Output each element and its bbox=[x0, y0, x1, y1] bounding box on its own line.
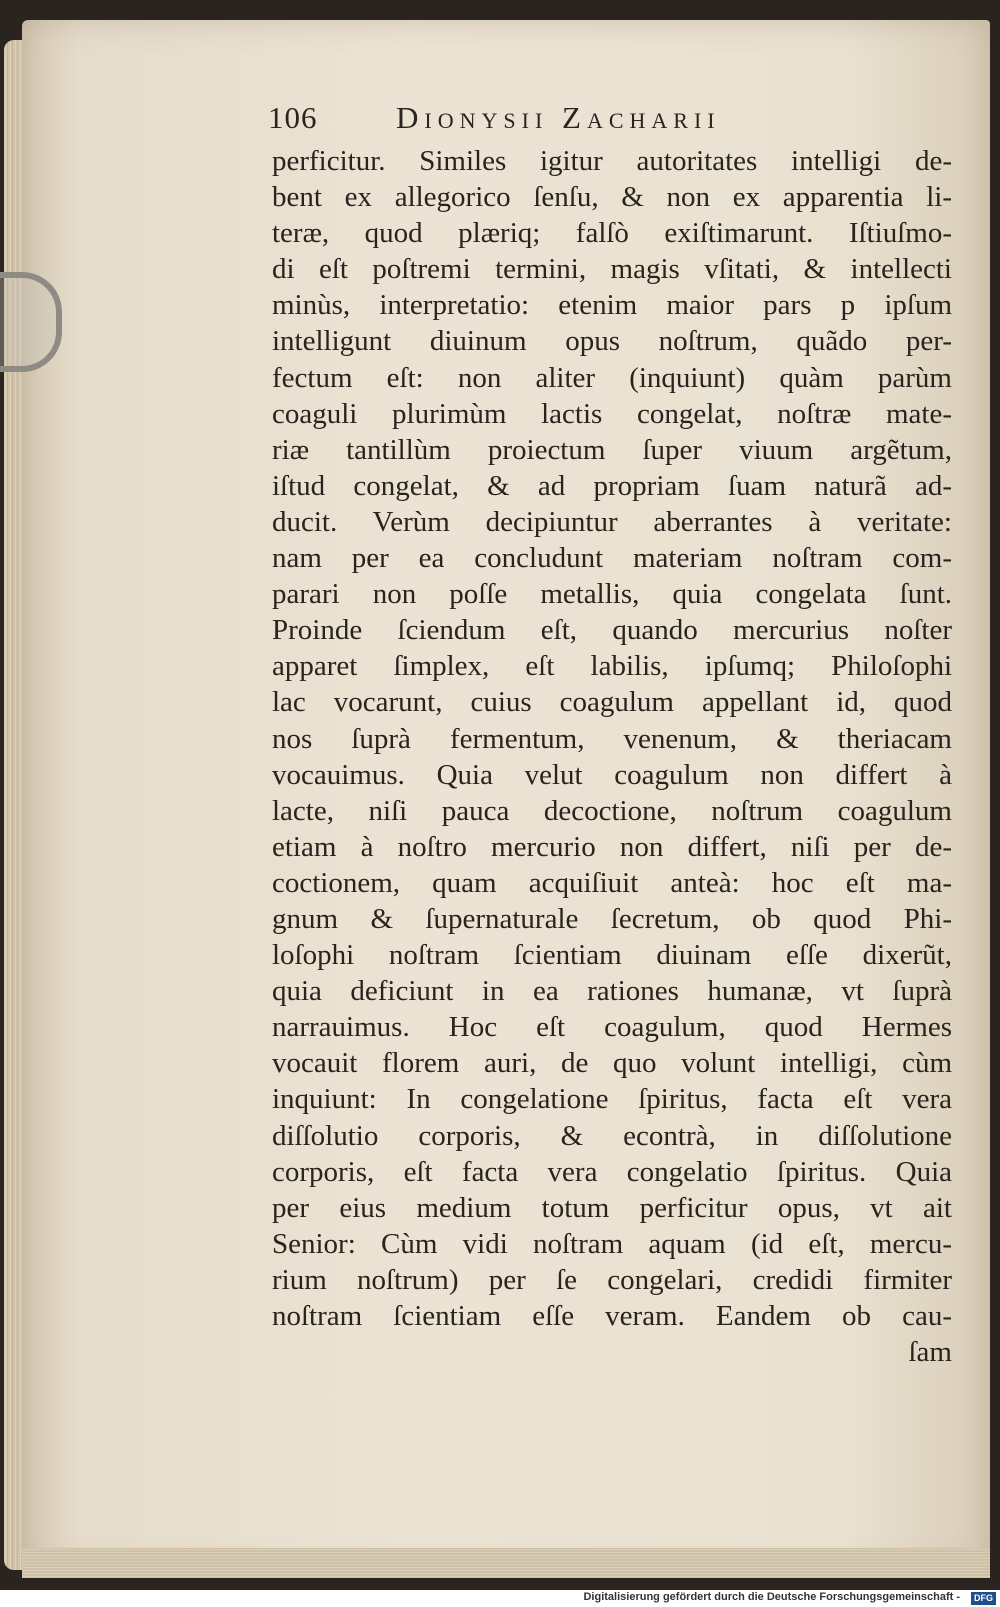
text-line: perficitur. Similes igitur autoritates intelligi de- bbox=[272, 145, 952, 177]
text-line: narrauimus. Hoc eſt coagulum, quod Hermes bbox=[272, 1011, 952, 1044]
text-line: bent ex allegorico ſenſu, & non ex apparentia li- bbox=[272, 181, 952, 214]
page-number: 106 bbox=[268, 100, 318, 135]
text-line: gnum & ſupernaturale ſecretum, ob quod Phi- bbox=[272, 902, 952, 935]
book-clasp-icon bbox=[0, 272, 62, 372]
text-line: inquiunt: In congelatione ſpiritus, facta eſt vera bbox=[272, 1083, 952, 1116]
text-line: intelligunt diuinum opus noſtrum, quãdo per- bbox=[272, 325, 952, 358]
text-line: coctionem, quam acquiſiuit anteà: hoc eſt ma- bbox=[272, 866, 952, 899]
text-line: noſtram ſcientiam eſſe veram. Eandem ob cau- bbox=[272, 1300, 952, 1332]
digitization-footer bbox=[0, 1590, 1000, 1607]
text-line: teræ, quod plæriq; falſò exiſtimarunt. Iſtiuſmo- bbox=[272, 217, 952, 250]
text-line: vocauimus. Quia velut coagulum non differt à bbox=[272, 758, 952, 791]
running-head: Dionysii Zacharii bbox=[396, 100, 721, 135]
text-line: nos ſuprà fermentum, venenum, & theriacam bbox=[272, 722, 952, 755]
funding-credit: Digitalisierung gefördert durch die Deutsche Forschungsgemeinschaft - bbox=[583, 1591, 960, 1603]
text-line: minùs, interpretatio: etenim maior pars p ipſum bbox=[272, 289, 952, 322]
text-line: coaguli plurimùm lactis congelat, noſtræ mate- bbox=[272, 397, 952, 430]
text-line: fectum eſt: non aliter (inquiunt) quàm parùm bbox=[272, 361, 952, 394]
text-line: rium noſtrum) per ſe congelari, credidi firmiter bbox=[272, 1263, 952, 1296]
text-line: diſſolutio corporis, & econtrà, in diſſolutione bbox=[272, 1119, 952, 1152]
text-line: di eſt poſtremi termini, magis vſitati, & intellecti bbox=[272, 253, 952, 286]
text-line: loſophi noſtram ſcientiam diuinam eſſe dixerũt, bbox=[272, 939, 952, 972]
book-bottom-edge bbox=[22, 1548, 990, 1578]
text-line: Proinde ſciendum eſt, quando mercurius noſter bbox=[272, 614, 952, 647]
text-line: riæ tantillùm proiectum ſuper viuum argẽtum, bbox=[272, 433, 952, 466]
text-line: nam per ea concludunt materiam noſtram com- bbox=[272, 542, 952, 575]
page-header bbox=[268, 100, 848, 140]
text-line: ducit. Verùm decipiuntur aberrantes à veritate: bbox=[272, 505, 952, 538]
body-text bbox=[272, 143, 952, 1370]
text-line: apparet ſimplex, eſt labilis, ipſumq; Philoſophi bbox=[272, 650, 952, 683]
text-line: quia deficiunt in ea rationes humanæ, vt ſuprà bbox=[272, 975, 952, 1008]
text-line: etiam à noſtro mercurio non differt, niſi per de- bbox=[272, 830, 952, 863]
text-line: corporis, eſt facta vera congelatio ſpiritus. Quia bbox=[272, 1155, 952, 1188]
text-line: lac vocarunt, cuius coagulum appellant id, quod bbox=[272, 686, 952, 719]
text-line: per eius medium totum perficitur opus, vt ait bbox=[272, 1191, 952, 1224]
text-line: iſtud congelat, & ad propriam ſuam naturã ad- bbox=[272, 469, 952, 502]
dfg-logo: DFG bbox=[971, 1592, 996, 1605]
catchword: ſam bbox=[908, 1336, 952, 1369]
text-line: lacte, niſi pauca decoctione, noſtrum coagulum bbox=[272, 794, 952, 827]
text-line: vocauit florem auri, de quo volunt intelligi, cùm bbox=[272, 1047, 952, 1080]
text-line: parari non poſſe metallis, quia congelata ſunt. bbox=[272, 578, 952, 611]
text-line: Senior: Cùm vidi noſtram aquam (id eſt, mercu- bbox=[272, 1227, 952, 1260]
